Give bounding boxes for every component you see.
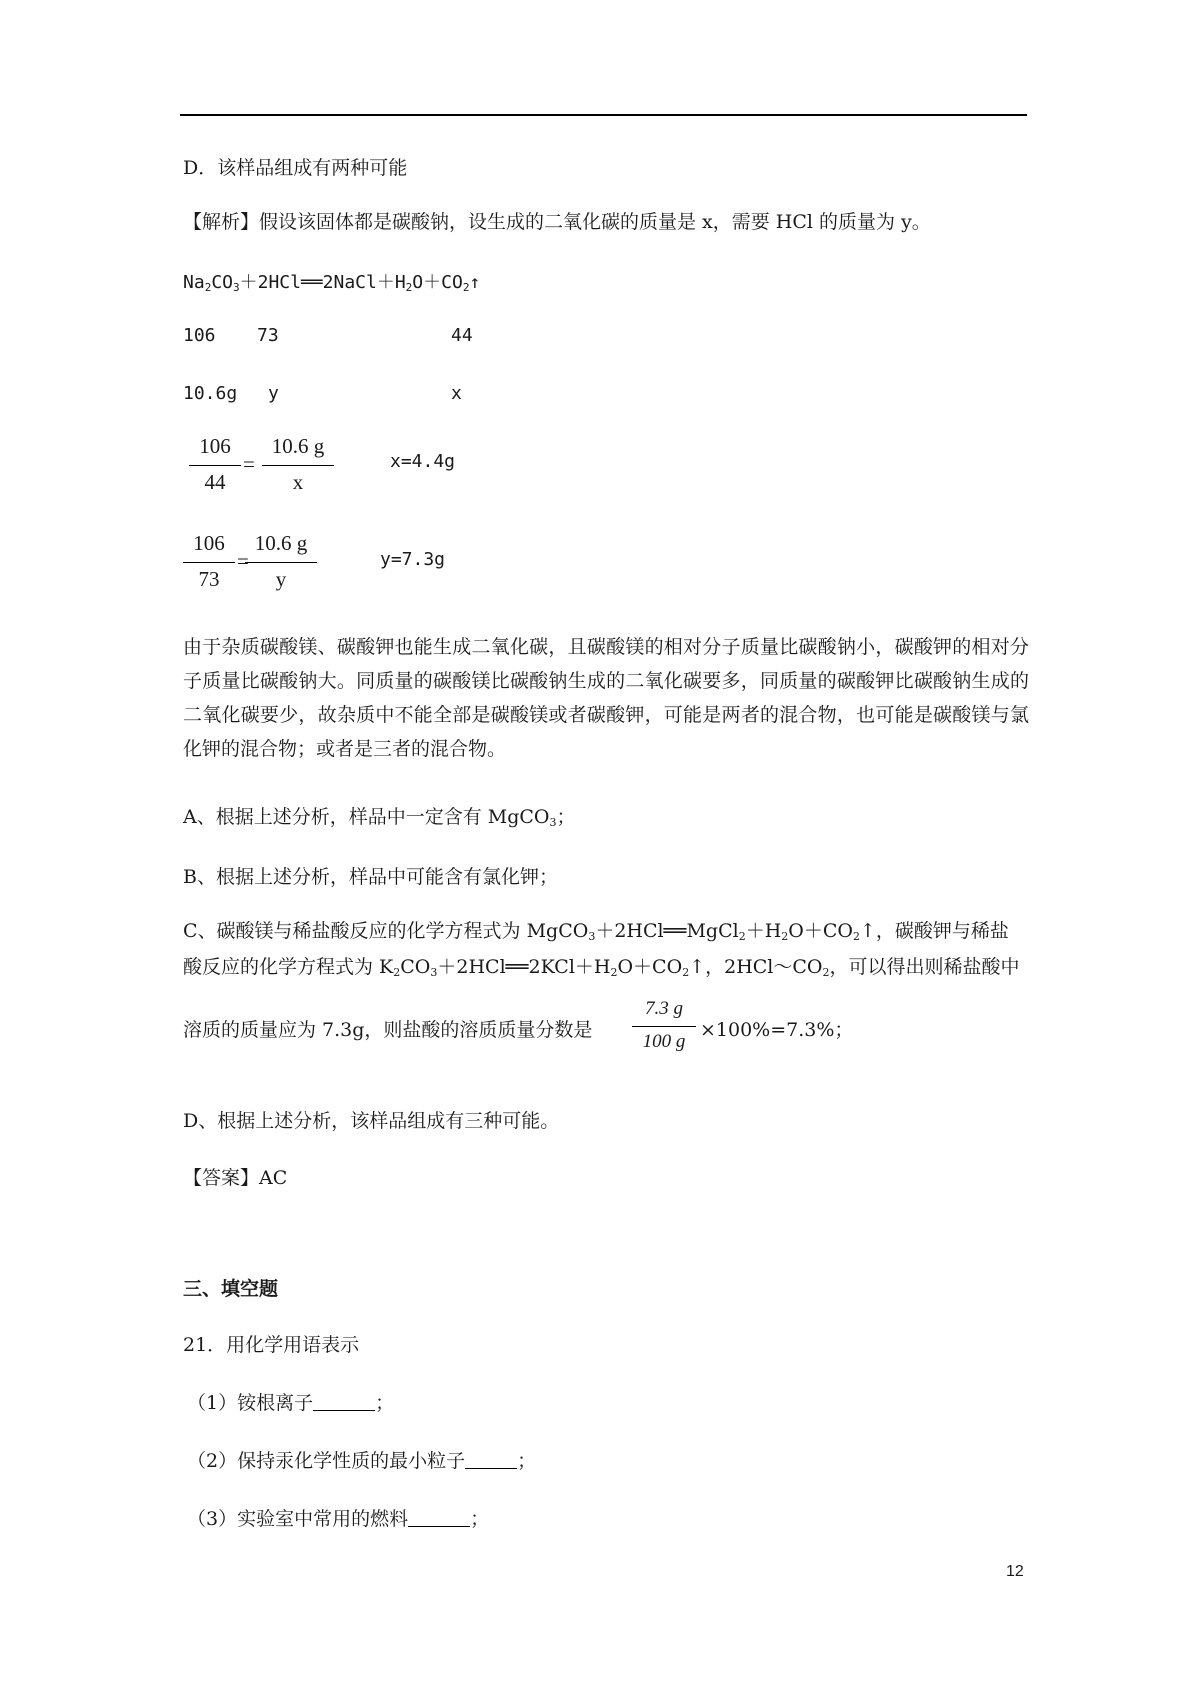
analysis-option-c-line1: C、碳酸镁与稀盐酸反应的化学方程式为 $MgCO_3+2HCl══MgCl_2+H_2O+CO_2↑$，碳酸钾与稀盐 — [183, 920, 1009, 943]
percent-result: ×100%=7.3%； — [700, 1019, 854, 1041]
analysis-option-a: A、根据上述分析，样品中一定含有 MgCO$_3$； — [183, 806, 576, 829]
calc2-fraction-right: $\frac{10.6 g}{y}$ — [245, 531, 317, 592]
calc1-fraction-right: $\frac{10.6 g}{x}$ — [262, 434, 334, 495]
analysis-option-c-line2: 酸反应的化学方程式为 $K_2CO_3+2HCl══2KCl+H_2O+CO_2↑$，$2HCl\sim CO_2$，可以得出则稀盐酸中 — [183, 956, 1020, 979]
ratio-row2-c: x — [451, 383, 462, 404]
analysis-option-b: B、根据上述分析，样品中可能含有氯化钾； — [183, 866, 558, 888]
calc1-result: x=4.4g — [390, 451, 456, 472]
reaction-equation: $Na_2CO_3+2HCl══2NaCl+H_2O+CO_2↑$ — [183, 272, 481, 294]
answer: 【答案】AC — [183, 1167, 288, 1189]
calc2-equals: = — [237, 549, 249, 573]
question-item-2: （2）保持汞化学性质的最小粒子 ； — [187, 1450, 537, 1472]
analysis-intro — [183, 207, 931, 234]
calc1-equals: = — [243, 452, 255, 476]
analysis-paragraph: 由于杂质碳酸镁、碳酸钾也能生成二氧化碳，且碳酸镁的相对分子质量比碳酸钠小，碳酸钾的相对分子质量比碳酸钠大。同质量的碳酸镁比碳酸钠生成的二氧化碳要多，同质量的碳酸钾比碳酸钠生成的二氧化碳要少，故杂质中不能全部是碳酸镁或者碳酸钾，可能是两者的混合物，也可能是碳酸镁与氯化钾的混合物；或者是三者的混合物。 — [183, 636, 1029, 760]
calc2-fraction-left: $\frac{106}{73}$ — [183, 531, 235, 592]
analysis-intro-text: 假设该固体都是碳酸钠，设生成的二氧化碳的质量是 x，需要 HCl 的质量为 y。 — [259, 211, 931, 233]
answer-blank-1[interactable] — [313, 1392, 375, 1411]
calc2-result: y=7.3g — [380, 549, 446, 570]
ratio-row1-b: 73 — [257, 325, 279, 346]
analysis-tag: 【解析】 — [183, 211, 260, 233]
option-d-header: D．该样品组成有两种可能 — [183, 157, 408, 179]
ratio-row1-c: 44 — [451, 325, 473, 346]
section-title: 三、填空题 — [183, 1278, 279, 1300]
ratio-row1-a: 106 — [183, 325, 216, 346]
header-rule — [180, 114, 1027, 116]
analysis-option-d: D、根据上述分析，该样品组成有三种可能。 — [183, 1110, 560, 1132]
calc1-fraction-left: $\frac{106}{44}$ — [189, 434, 241, 495]
page-number: 12 — [1006, 1563, 1024, 1580]
question-title: 21．用化学用语表示 — [183, 1334, 360, 1356]
answer-blank-2[interactable] — [465, 1450, 517, 1469]
ratio-row2-b: y — [268, 383, 279, 404]
percent-fraction: $\frac{7.3 g}{100 g}$ — [632, 998, 696, 1053]
analysis-option-c-line3: 溶质的质量应为 7.3g，则盐酸的溶质质量分数是 — [183, 1019, 593, 1041]
ratio-row2-a: 10.6g — [183, 383, 238, 404]
answer-blank-3[interactable] — [408, 1508, 470, 1527]
question-item-3: （3）实验室中常用的燃料 ； — [187, 1508, 490, 1530]
question-item-1: （1）铵根离子 ； — [187, 1392, 395, 1414]
